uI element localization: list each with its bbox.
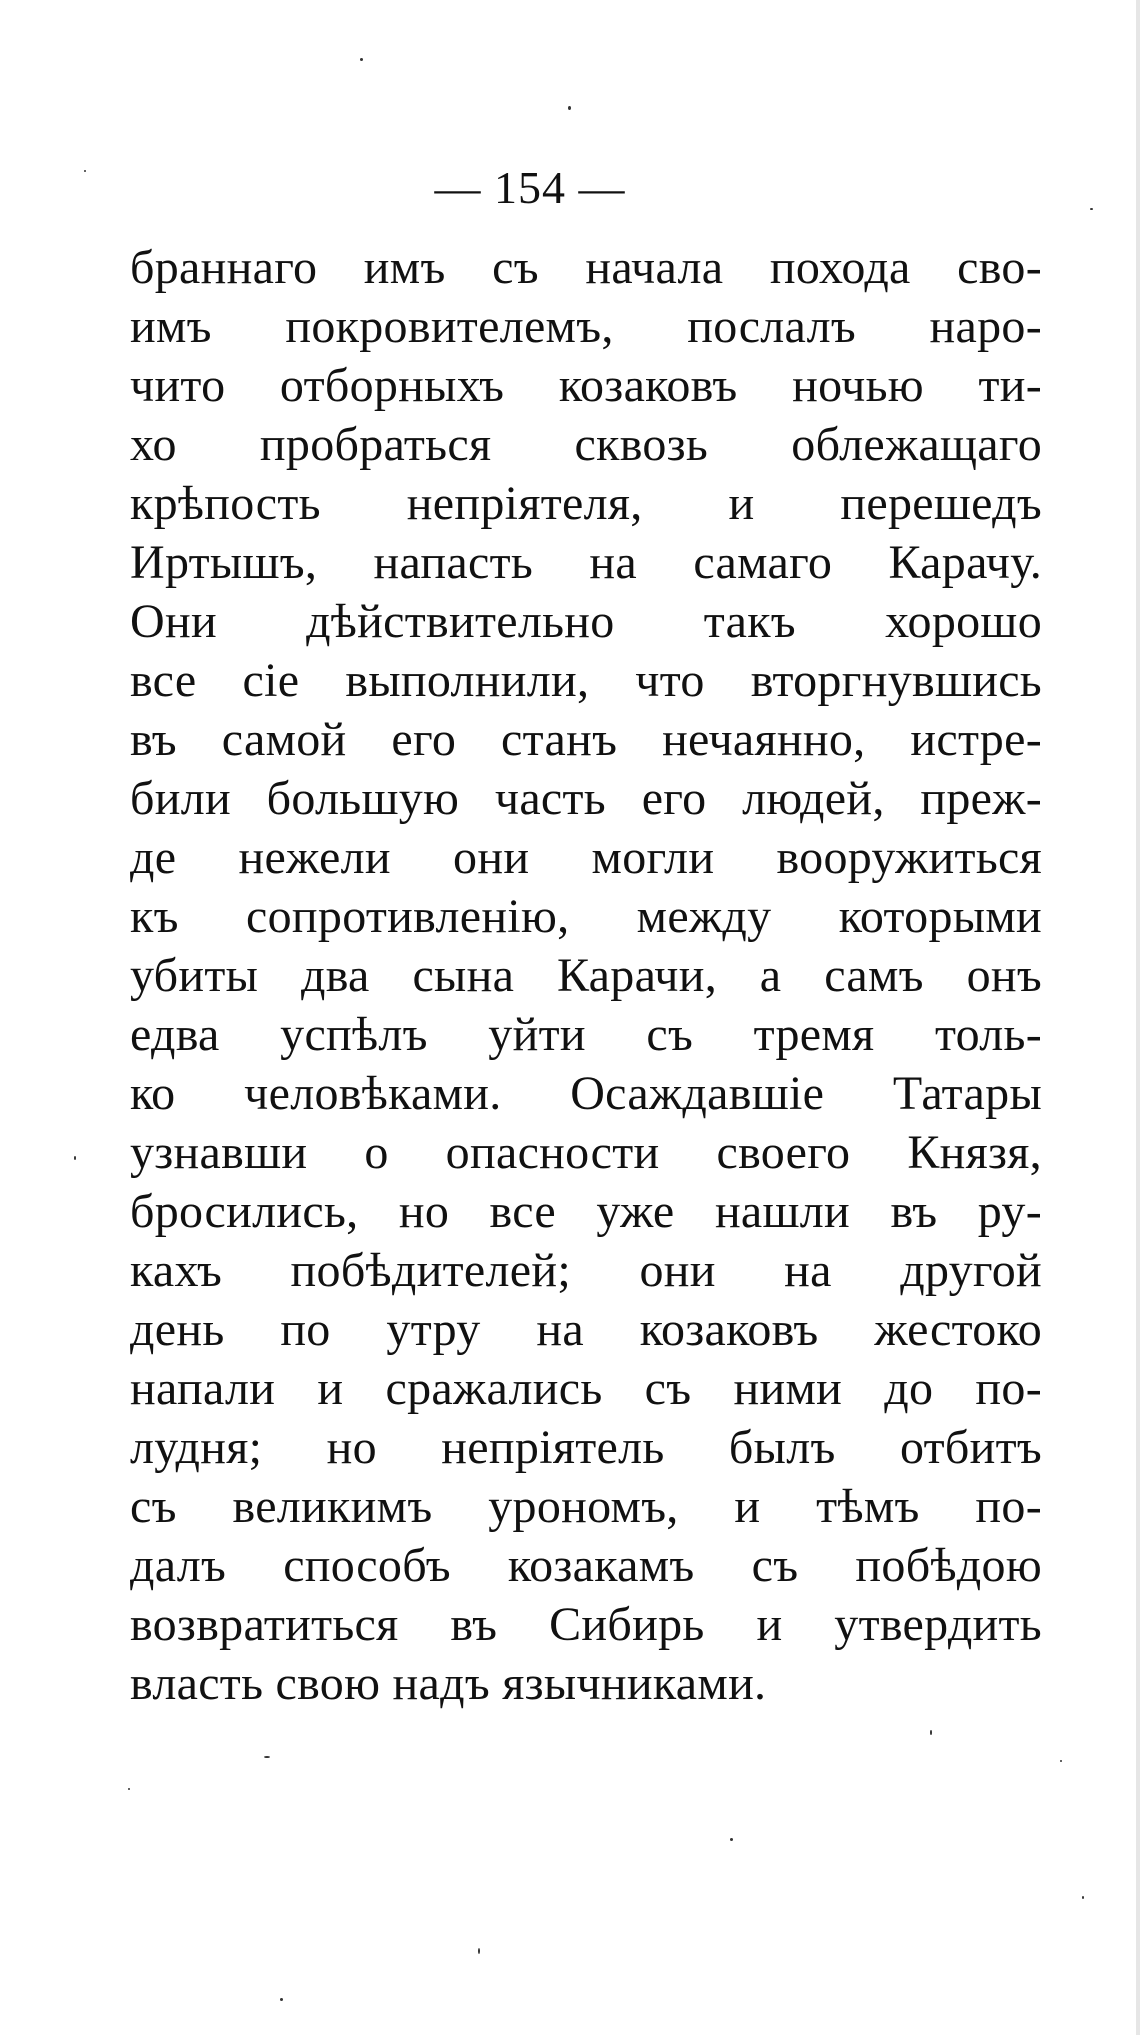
text-line: убиты два сына Карачи, а самъ онъ: [130, 949, 1042, 1002]
text-line: крѣпость непрiятеля, и перешедъ: [130, 477, 1042, 530]
print-speck: [930, 1730, 932, 1735]
print-speck: [1090, 208, 1093, 210]
text-line: день по утру на козаковъ жестоко: [130, 1303, 1042, 1356]
text-line: Иртышъ, напасть на самаго Карачу.: [130, 536, 1042, 589]
text-line: съ великимъ урономъ, и тѣмъ по-: [130, 1480, 1042, 1533]
text-line: лудня; но непрiятель былъ отбитъ: [130, 1421, 1042, 1474]
text-line: били большую часть его людей, преж-: [130, 772, 1042, 825]
text-line: далъ способъ козакамъ съ побѣдою: [130, 1539, 1042, 1592]
text-line: напали и сражались съ ними до по-: [130, 1362, 1042, 1415]
print-speck: [478, 1948, 480, 1954]
print-speck: [280, 1998, 283, 2001]
print-speck: [1082, 1896, 1084, 1899]
page-edge-shadow: [1136, 0, 1140, 2035]
print-speck: [568, 106, 571, 110]
print-speck: [84, 170, 86, 172]
body-text: [130, 238, 1042, 1713]
text-line: кахъ побѣдителей; они на другой: [130, 1244, 1042, 1297]
text-line: браннаго имъ съ начала похода сво-: [130, 241, 1042, 294]
text-line: бросились, но все уже нашли въ ру-: [130, 1185, 1042, 1238]
text-line: де нежели они могли вооружиться: [130, 831, 1042, 884]
text-line: Они дѣйствительно такъ хорошо: [130, 595, 1042, 648]
text-line: все сiе выполнили, что вторгнувшись: [130, 654, 1042, 707]
text-line: ко человѣками. Осаждавшiе Татары: [130, 1067, 1042, 1120]
page-number: — 154 —: [434, 162, 626, 213]
text-line: въ самой его станъ нечаянно, истре-: [130, 713, 1042, 766]
print-speck: [264, 1756, 270, 1758]
text-line: возвратиться въ Сибирь и утвердить: [130, 1598, 1042, 1651]
print-speck: [360, 58, 363, 61]
text-line: власть свою надъ язычниками.: [130, 1657, 767, 1710]
text-line: къ сопротивленiю, между которыми: [130, 890, 1042, 943]
text-line: имъ покровителемъ, послалъ наро-: [130, 300, 1042, 353]
text-line: едва успѣлъ уйти съ тремя толь-: [130, 1008, 1042, 1061]
text-line: чито отборныхъ козаковъ ночью ти-: [130, 359, 1042, 412]
print-speck: [128, 1788, 130, 1790]
text-line: хо пробраться сквозь облежащаго: [130, 418, 1042, 471]
text-line: узнавши о опасности своего Князя,: [130, 1126, 1042, 1179]
print-speck: [730, 1838, 733, 1841]
print-speck: [74, 1156, 76, 1160]
print-speck: [1060, 1760, 1062, 1762]
